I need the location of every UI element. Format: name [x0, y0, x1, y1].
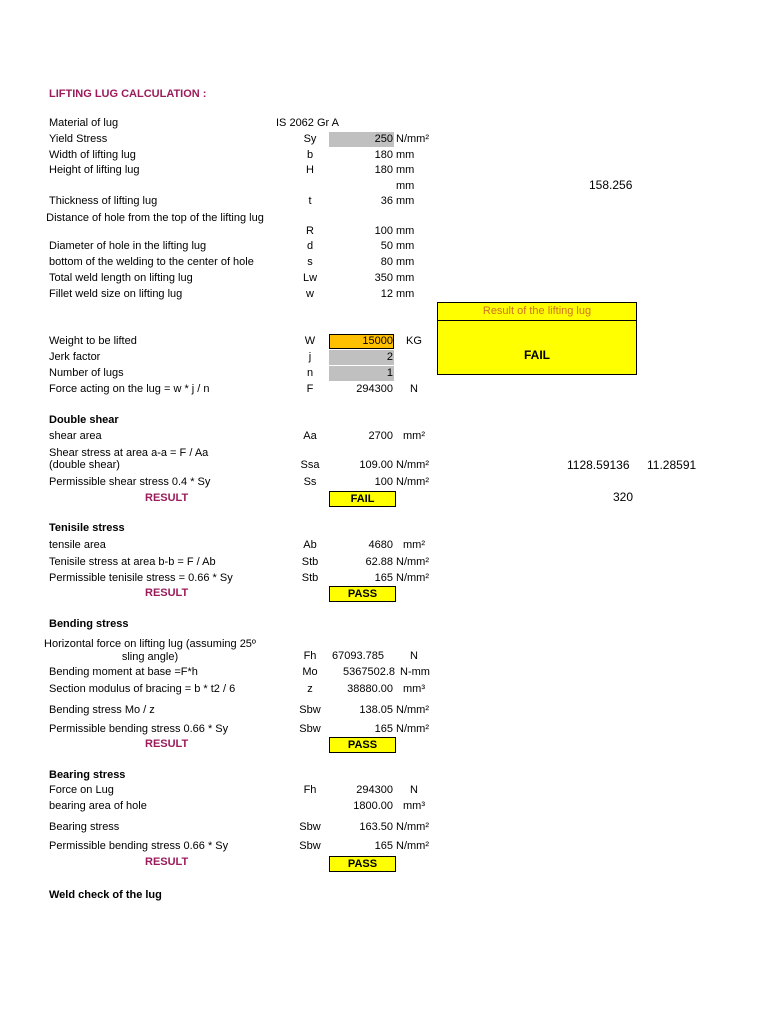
row-label: Total weld length on lifting lug [49, 272, 193, 284]
row-symbol: W [304, 335, 316, 347]
row-value: 38880.00 [347, 683, 393, 695]
row-label: Thickness of lifting lug [49, 195, 158, 207]
lugs-value[interactable]: 1 [386, 367, 393, 379]
result-label: RESULT [145, 738, 189, 750]
row-value: 294300 [356, 784, 393, 796]
row-value: 4680 [368, 539, 393, 551]
row-value: 12 [380, 288, 393, 300]
row-value: 350 [374, 272, 393, 284]
row-unit: N/mm² [396, 556, 429, 568]
row-label: Weight to be lifted [49, 335, 137, 347]
row-value: 36 [380, 195, 393, 207]
row-unit: N/mm² [396, 133, 429, 145]
row-value: 1800.00 [353, 800, 393, 812]
result-label: RESULT [145, 856, 189, 868]
row-unit: mm [396, 240, 415, 252]
material-label: Material of lug [49, 117, 119, 129]
row-symbol: Sbw [299, 723, 321, 735]
row-symbol: Sy [303, 133, 317, 145]
row-symbol: Fh [303, 650, 317, 662]
result-summary-title: Result of the lifting lug [438, 303, 636, 321]
row-unit: mm [396, 164, 415, 176]
row-label: bottom of the welding to the center of hole [49, 256, 254, 268]
section-heading-double-shear: Double shear [49, 414, 119, 426]
row-label: Shear stress at area a-a = F / Aa [49, 447, 209, 459]
row-value: 163.50 [359, 821, 393, 833]
row-unit: N/mm² [396, 476, 429, 488]
row-symbol: b [306, 149, 314, 161]
row-symbol: w [306, 288, 314, 300]
row-symbol: d [306, 240, 314, 252]
row-value: 180 [374, 149, 393, 161]
row-unit: N [410, 784, 418, 796]
row-symbol: Aa [303, 430, 317, 442]
row-label: Bending stress Mo / z [49, 704, 155, 716]
row-value: 67093.785 [332, 650, 384, 662]
row-unit: N/mm² [396, 723, 429, 735]
section-heading-weld: Weld check of the lug [49, 889, 162, 901]
row-unit: mm [396, 225, 415, 237]
row-label: Permissible bending stress 0.66 * Sy [49, 840, 229, 852]
row-symbol: Ab [303, 539, 317, 551]
row-symbol: j [308, 351, 312, 363]
row-unit: mm² [403, 430, 425, 442]
row-value: 62.88 [365, 556, 393, 568]
row-unit: N [410, 383, 418, 395]
row-symbol: Ssa [300, 459, 320, 471]
row-unit: KG [406, 335, 422, 347]
row-symbol: s [307, 256, 313, 268]
row-label: Section modulus of bracing = b * t2 / 6 [49, 683, 236, 695]
double-shear-result-badge: FAIL [329, 491, 396, 507]
row-symbol: Fh [303, 784, 317, 796]
row-value: 5367502.8 [343, 666, 395, 678]
row-label: tensile area [49, 539, 106, 551]
row-label: Number of lugs [49, 367, 124, 379]
jerk-value[interactable]: 2 [386, 351, 393, 363]
row-value: 165 [374, 572, 393, 584]
row-symbol: Stb [301, 572, 319, 584]
row-label: Height of lifting lug [49, 164, 140, 176]
row-label: shear area [49, 430, 102, 442]
row-symbol: Sbw [299, 840, 321, 852]
row-symbol: R [306, 225, 314, 237]
side-value: 320 [613, 490, 634, 504]
material-value: IS 2062 Gr A [276, 117, 339, 129]
row-value: 109.00 [359, 459, 393, 471]
row-symbol: H [306, 164, 314, 176]
row-value: 165 [374, 723, 393, 735]
row-symbol: z [307, 683, 313, 695]
row-value: 294300 [356, 383, 393, 395]
row-value: 100 [374, 476, 393, 488]
row-unit: N [410, 650, 418, 662]
row-unit: N/mm² [396, 459, 429, 471]
row-symbol: Stb [301, 556, 319, 568]
row-label-sub: (double shear) [49, 459, 120, 471]
row-value: 180 [374, 164, 393, 176]
row-value: 100 [374, 225, 393, 237]
row-label: Permissible shear stress 0.4 * Sy [49, 476, 211, 488]
row-unit: mm³ [403, 683, 425, 695]
row-label: Yield Stress [49, 133, 108, 145]
section-heading-bearing: Bearing stress [49, 769, 126, 781]
row-symbol: Sbw [299, 821, 321, 833]
weight-value[interactable]: 15000 [362, 335, 393, 347]
side-value: 1128.59136 [567, 458, 630, 472]
row-label: Fillet weld size on lifting lug [49, 288, 183, 300]
result-label: RESULT [145, 492, 189, 504]
bending-result-badge: PASS [329, 737, 396, 753]
row-value: 138.05 [359, 704, 393, 716]
row-value: 2700 [368, 430, 393, 442]
row-unit: N/mm² [396, 572, 429, 584]
row-label: bearing area of hole [49, 800, 147, 812]
row-label: Width of lifting lug [49, 149, 136, 161]
row-unit: N/mm² [396, 704, 429, 716]
row-label: Horizontal force on lifting lug (assuming 25º sling angle) [44, 638, 256, 663]
row-label: Tenisile stress at area b-b = F / Ab [49, 556, 216, 568]
bearing-result-badge: PASS [329, 856, 396, 872]
section-heading-bending: Bending stress [49, 618, 129, 630]
row-unit: mm [396, 288, 415, 300]
row-unit: mm² [403, 539, 425, 551]
row-unit: mm [396, 195, 415, 207]
row-unit: mm³ [403, 800, 425, 812]
row-value: 250 [374, 133, 393, 145]
row-unit: N-mm [400, 666, 430, 678]
row-label: Bearing stress [49, 821, 120, 833]
row-unit: N/mm² [396, 840, 429, 852]
row-label: Force on Lug [49, 784, 114, 796]
result-label: RESULT [145, 587, 189, 599]
row-label: Permissible tenisile stress = 0.66 * Sy [49, 572, 233, 584]
row-symbol: F [306, 383, 314, 395]
row-unit: mm [396, 149, 415, 161]
row-symbol: Mo [302, 666, 318, 678]
row-symbol: Sbw [299, 704, 321, 716]
row-unit: mm [396, 256, 415, 268]
row-unit: mm [396, 180, 415, 192]
row-label: Diameter of hole in the lifting lug [49, 240, 207, 252]
row-label: Bending moment at base =F*h [49, 666, 198, 678]
row-value: 80 [380, 256, 393, 268]
row-value: 165 [374, 840, 393, 852]
side-value: 11.28591 [647, 458, 697, 472]
page-title: LIFTING LUG CALCULATION : [49, 88, 207, 100]
side-value: 158.256 [589, 178, 633, 192]
row-unit: mm [396, 272, 415, 284]
row-symbol: t [308, 195, 312, 207]
row-label: Permissible bending stress 0.66 * Sy [49, 723, 229, 735]
row-symbol: n [306, 367, 314, 379]
row-value: 50 [380, 240, 393, 252]
tensile-result-badge: PASS [329, 586, 396, 602]
row-label: Force acting on the lug = w * j / n [49, 383, 210, 395]
row-label: Distance of hole from the top of the lifting lug [46, 212, 264, 224]
row-unit: N/mm² [396, 821, 429, 833]
result-summary-value: FAIL [524, 348, 550, 362]
row-label: Jerk factor [49, 351, 101, 363]
row-symbol: Lw [302, 272, 318, 284]
result-summary-box [437, 302, 637, 375]
row-symbol: Ss [303, 476, 317, 488]
section-heading-tensile: Tenisile stress [49, 522, 125, 534]
